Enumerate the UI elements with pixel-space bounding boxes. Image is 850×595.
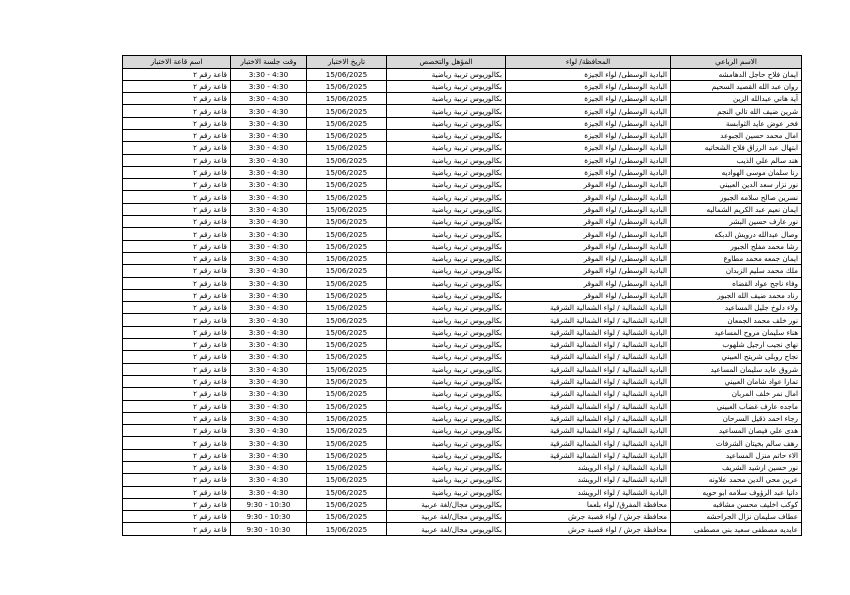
cell-exam-date: 15/06/2025	[307, 412, 387, 424]
cell-exam-date: 15/06/2025	[307, 216, 387, 228]
cell-qualification: بكالوريوس تربية رياضية	[387, 166, 506, 178]
cell-qualification: بكالوريوس تربية رياضية	[387, 425, 506, 437]
cell-hall: قاعة رقم ٢	[123, 462, 231, 474]
cell-exam-date: 15/06/2025	[307, 80, 387, 92]
cell-governorate: البادية الوسطى/ لواء الموقر	[506, 277, 671, 289]
table-row	[123, 105, 802, 117]
cell-exam-date: 15/06/2025	[307, 339, 387, 351]
cell-name: ابتهال عبد الرزاق فلاح الشحاتيه	[671, 142, 802, 154]
cell-hall: قاعة رقم ٢	[123, 339, 231, 351]
header-row	[123, 56, 802, 69]
cell-exam-date: 15/06/2025	[307, 437, 387, 449]
cell-governorate: البادية الشمالية / لواء الشمالية الشرقية	[506, 363, 671, 375]
cell-session-time: 3:30 - 4:30	[231, 277, 307, 289]
cell-hall: قاعة رقم ٢	[123, 474, 231, 486]
table-row	[123, 277, 802, 289]
cell-session-time: 9:30 - 10:30	[231, 523, 307, 535]
cell-governorate: البادية الوسطى/ لواء الموقر	[506, 203, 671, 215]
cell-governorate: البادية الوسطى/ لواء الجيزة	[506, 154, 671, 166]
table-row	[123, 375, 802, 387]
header-name: الاسم الرباعي	[671, 56, 802, 69]
cell-qualification: بكالوريوس تربية رياضية	[387, 252, 506, 264]
cell-name: روان عبد الله القصيد السحيم	[671, 80, 802, 92]
cell-session-time: 3:30 - 4:30	[231, 289, 307, 301]
header-hall: اسم قاعة الاختبار	[123, 56, 231, 69]
cell-name: رجاء احمد ذقيل السرحان	[671, 412, 802, 424]
cell-qualification: بكالوريوس تربية رياضية	[387, 203, 506, 215]
cell-exam-date: 15/06/2025	[307, 326, 387, 338]
cell-session-time: 3:30 - 4:30	[231, 474, 307, 486]
cell-hall: قاعة رقم ٢	[123, 363, 231, 375]
cell-session-time: 3:30 - 4:30	[231, 191, 307, 203]
cell-exam-date: 15/06/2025	[307, 228, 387, 240]
table-row	[123, 166, 802, 178]
table-row	[123, 437, 802, 449]
cell-qualification: بكالوريوس تربية رياضية	[387, 388, 506, 400]
cell-session-time: 3:30 - 4:30	[231, 80, 307, 92]
cell-governorate: البادية الشمالية / لواء الشمالية الشرقية	[506, 437, 671, 449]
cell-session-time: 3:30 - 4:30	[231, 203, 307, 215]
cell-exam-date: 15/06/2025	[307, 314, 387, 326]
cell-governorate: البادية الشمالية / لواء الشمالية الشرقية	[506, 326, 671, 338]
cell-session-time: 3:30 - 4:30	[231, 412, 307, 424]
cell-session-time: 3:30 - 4:30	[231, 179, 307, 191]
cell-name: الاء حاتم منزل المساعيد	[671, 449, 802, 461]
table-row	[123, 449, 802, 461]
cell-qualification: بكالوريوس تربية رياضية	[387, 68, 506, 80]
cell-hall: قاعة رقم ٢	[123, 240, 231, 252]
table-row	[123, 191, 802, 203]
cell-hall: قاعة رقم ٢	[123, 289, 231, 301]
table-row	[123, 363, 802, 375]
cell-governorate: البادية الشمالية / لواء الشمالية الشرقية	[506, 314, 671, 326]
cell-exam-date: 15/06/2025	[307, 191, 387, 203]
cell-hall: قاعة رقم ٢	[123, 68, 231, 80]
cell-name: كوكب اخليف محسن مشاقبه	[671, 498, 802, 510]
table-row	[123, 93, 802, 105]
cell-name: ولاء دلوخ جليل المساعيد	[671, 302, 802, 314]
cell-hall: قاعة رقم ٢	[123, 425, 231, 437]
table-row	[123, 179, 802, 191]
cell-qualification: بكالوريوس تربية رياضية	[387, 191, 506, 203]
cell-name: شروق عايد سليمان المساعيد	[671, 363, 802, 375]
cell-name: نجاح روبلى شريتح العبيني	[671, 351, 802, 363]
cell-name: رشا محمد مفلح الجبور	[671, 240, 802, 252]
cell-governorate: البادية الوسطى/ لواء الجيزة	[506, 80, 671, 92]
cell-governorate: محافظة المفرق/ لواء بلعما	[506, 498, 671, 510]
cell-hall: قاعة رقم ٢	[123, 375, 231, 387]
cell-governorate: البادية الوسطى/ لواء الجيزة	[506, 93, 671, 105]
cell-session-time: 3:30 - 4:30	[231, 228, 307, 240]
cell-qualification: بكالوريوس تربية رياضية	[387, 400, 506, 412]
cell-hall: قاعة رقم ٢	[123, 449, 231, 461]
table-row	[123, 314, 802, 326]
cell-qualification: بكالوريوس تربية رياضية	[387, 339, 506, 351]
table-row	[123, 474, 802, 486]
cell-governorate: البادية الوسطى/ لواء الجيزة	[506, 142, 671, 154]
table-row	[123, 252, 802, 264]
cell-name: نور عارف حسين البشر	[671, 216, 802, 228]
cell-governorate: البادية الوسطى/ لواء الموقر	[506, 179, 671, 191]
cell-qualification: بكالوريوس تربية رياضية	[387, 289, 506, 301]
cell-session-time: 3:30 - 4:30	[231, 400, 307, 412]
cell-name: رناد محمد ضيف الله الجبور	[671, 289, 802, 301]
cell-name: نور نزار سعد الدين العبيني	[671, 179, 802, 191]
cell-hall: قاعة رقم ٢	[123, 302, 231, 314]
cell-name: رنا سلمان موسى الهواديه	[671, 166, 802, 178]
cell-session-time: 3:30 - 4:30	[231, 129, 307, 141]
cell-exam-date: 15/06/2025	[307, 351, 387, 363]
cell-session-time: 3:30 - 4:30	[231, 486, 307, 498]
cell-exam-date: 15/06/2025	[307, 203, 387, 215]
header-qualification: المؤهل والتخصص	[387, 56, 506, 69]
cell-governorate: البادية الوسطى/ لواء الموقر	[506, 289, 671, 301]
cell-governorate: البادية الشمالية / لواء الشمالية الشرقية	[506, 302, 671, 314]
table-row	[123, 129, 802, 141]
cell-qualification: بكالوريوس تربية رياضية	[387, 240, 506, 252]
cell-hall: قاعة رقم ٢	[123, 154, 231, 166]
cell-hall: قاعة رقم ٢	[123, 216, 231, 228]
cell-hall: قاعة رقم ٢	[123, 142, 231, 154]
cell-session-time: 3:30 - 4:30	[231, 326, 307, 338]
table-row	[123, 228, 802, 240]
cell-name: تمارا عواد شامان العبيني	[671, 375, 802, 387]
cell-name: رهف سالم بخيتان الشرفات	[671, 437, 802, 449]
cell-governorate: البادية الشمالية / لواء الشمالية الشرقية	[506, 339, 671, 351]
cell-hall: قاعة رقم ٢	[123, 117, 231, 129]
cell-qualification: بكالوريوس تربية رياضية	[387, 412, 506, 424]
cell-qualification: بكالوريوس تربية رياضية	[387, 302, 506, 314]
cell-exam-date: 15/06/2025	[307, 388, 387, 400]
cell-hall: قاعة رقم ٢	[123, 400, 231, 412]
cell-hall: قاعة رقم ٢	[123, 93, 231, 105]
table-row	[123, 339, 802, 351]
cell-name: ايمان فلاح حاجل الدهامشه	[671, 68, 802, 80]
cell-session-time: 3:30 - 4:30	[231, 117, 307, 129]
cell-qualification: بكالوريوس تربية رياضية	[387, 154, 506, 166]
cell-qualification: بكالوريوس مجال/لغة عربية	[387, 498, 506, 510]
cell-session-time: 3:30 - 4:30	[231, 216, 307, 228]
exam-schedule-table	[122, 55, 802, 536]
cell-exam-date: 15/06/2025	[307, 277, 387, 289]
cell-session-time: 3:30 - 4:30	[231, 68, 307, 80]
cell-session-time: 3:30 - 4:30	[231, 437, 307, 449]
cell-governorate: البادية الوسطى/ لواء الموقر	[506, 252, 671, 264]
cell-hall: قاعة رقم ٢	[123, 388, 231, 400]
cell-hall: قاعة رقم ٢	[123, 191, 231, 203]
cell-name: ماجده عارف غضاب العبيني	[671, 400, 802, 412]
cell-session-time: 3:30 - 4:30	[231, 265, 307, 277]
cell-governorate: البادية الشمالية / لواء الشمالية الشرقية	[506, 400, 671, 412]
cell-qualification: بكالوريوس تربية رياضية	[387, 265, 506, 277]
cell-exam-date: 15/06/2025	[307, 363, 387, 375]
cell-exam-date: 15/06/2025	[307, 289, 387, 301]
table-row	[123, 400, 802, 412]
cell-qualification: بكالوريوس تربية رياضية	[387, 216, 506, 228]
cell-exam-date: 15/06/2025	[307, 252, 387, 264]
cell-governorate: البادية الوسطى/ لواء الجيزة	[506, 166, 671, 178]
cell-hall: قاعة رقم ٢	[123, 412, 231, 424]
cell-governorate: البادية الشمالية / لواء الشمالية الشرقية	[506, 375, 671, 387]
table-row	[123, 326, 802, 338]
cell-session-time: 3:30 - 4:30	[231, 449, 307, 461]
cell-name: امال محمد حسين الجبوعد	[671, 129, 802, 141]
cell-name: وصال عبدالله درويش الدبكه	[671, 228, 802, 240]
cell-hall: قاعة رقم ٢	[123, 437, 231, 449]
cell-exam-date: 15/06/2025	[307, 523, 387, 535]
table-row	[123, 412, 802, 424]
cell-session-time: 3:30 - 4:30	[231, 142, 307, 154]
cell-name: آية هاني عبدالله الزين	[671, 93, 802, 105]
cell-qualification: بكالوريوس تربية رياضية	[387, 363, 506, 375]
table-row	[123, 351, 802, 363]
cell-session-time: 9:30 - 10:30	[231, 511, 307, 523]
cell-exam-date: 15/06/2025	[307, 154, 387, 166]
cell-governorate: محافظة جرش / لواء قصبة جرش	[506, 523, 671, 535]
cell-exam-date: 15/06/2025	[307, 425, 387, 437]
cell-exam-date: 15/06/2025	[307, 498, 387, 510]
cell-qualification: بكالوريوس مجال/لغة عربية	[387, 511, 506, 523]
cell-qualification: بكالوريوس تربية رياضية	[387, 80, 506, 92]
cell-hall: قاعة رقم ٢	[123, 486, 231, 498]
cell-qualification: بكالوريوس تربية رياضية	[387, 474, 506, 486]
table-body	[123, 68, 802, 535]
cell-session-time: 3:30 - 4:30	[231, 154, 307, 166]
cell-name: نهاي نجيب ارجيل شلهوب	[671, 339, 802, 351]
table-row	[123, 498, 802, 510]
cell-qualification: بكالوريوس تربية رياضية	[387, 326, 506, 338]
cell-hall: قاعة رقم ٢	[123, 265, 231, 277]
cell-name: عطاف سليمان نزال الجراحشه	[671, 511, 802, 523]
cell-exam-date: 15/06/2025	[307, 400, 387, 412]
cell-name: شرين ضيف الله تالي النجم	[671, 105, 802, 117]
table-row	[123, 425, 802, 437]
cell-exam-date: 15/06/2025	[307, 486, 387, 498]
table-row	[123, 265, 802, 277]
cell-name: ملك محمد سليم الزبدان	[671, 265, 802, 277]
cell-hall: قاعة رقم ٢	[123, 523, 231, 535]
cell-exam-date: 15/06/2025	[307, 166, 387, 178]
header-governorate: المحافظة/ لواء	[506, 56, 671, 69]
cell-exam-date: 15/06/2025	[307, 302, 387, 314]
cell-name: عرين محي الدين محمد علاونه	[671, 474, 802, 486]
table-row	[123, 216, 802, 228]
cell-name: نسرين صالح سلامه الجبور	[671, 191, 802, 203]
cell-exam-date: 15/06/2025	[307, 142, 387, 154]
cell-qualification: بكالوريوس تربية رياضية	[387, 179, 506, 191]
cell-governorate: البادية الشمالية / لواء الشمالية الشرقية	[506, 388, 671, 400]
table-row	[123, 80, 802, 92]
cell-governorate: محافظة جرش / لواء قصبة جرش	[506, 511, 671, 523]
cell-name: فخر عوض عايد الثوابسة	[671, 117, 802, 129]
cell-session-time: 3:30 - 4:30	[231, 375, 307, 387]
table-row	[123, 486, 802, 498]
cell-qualification: بكالوريوس تربية رياضية	[387, 486, 506, 498]
table-row	[123, 142, 802, 154]
cell-qualification: بكالوريوس تربية رياضية	[387, 462, 506, 474]
cell-qualification: بكالوريوس تربية رياضية	[387, 449, 506, 461]
cell-hall: قاعة رقم ٢	[123, 129, 231, 141]
cell-governorate: البادية الوسطى/ لواء الموقر	[506, 228, 671, 240]
cell-qualification: بكالوريوس تربية رياضية	[387, 314, 506, 326]
cell-qualification: بكالوريوس تربية رياضية	[387, 142, 506, 154]
cell-session-time: 3:30 - 4:30	[231, 363, 307, 375]
cell-exam-date: 15/06/2025	[307, 179, 387, 191]
cell-qualification: بكالوريوس تربية رياضية	[387, 117, 506, 129]
cell-name: هدى علي فيصان المساعيد	[671, 425, 802, 437]
cell-governorate: البادية الوسطى/ لواء الموقر	[506, 191, 671, 203]
cell-qualification: بكالوريوس تربية رياضية	[387, 375, 506, 387]
cell-governorate: البادية الوسطى/ لواء الموقر	[506, 240, 671, 252]
cell-governorate: البادية الشمالية / لواء الشمالية الشرقية	[506, 351, 671, 363]
cell-name: عايديه مصطفى سعيد بني مصطفى	[671, 523, 802, 535]
cell-session-time: 3:30 - 4:30	[231, 462, 307, 474]
table-row	[123, 523, 802, 535]
cell-name: هند سالم علي الذيب	[671, 154, 802, 166]
cell-session-time: 3:30 - 4:30	[231, 105, 307, 117]
table-row	[123, 117, 802, 129]
cell-hall: قاعة رقم ٢	[123, 228, 231, 240]
cell-exam-date: 15/06/2025	[307, 511, 387, 523]
cell-exam-date: 15/06/2025	[307, 129, 387, 141]
cell-governorate: البادية الشمالية / لواء الرويشد	[506, 486, 671, 498]
cell-session-time: 3:30 - 4:30	[231, 351, 307, 363]
cell-qualification: بكالوريوس تربية رياضية	[387, 437, 506, 449]
cell-exam-date: 15/06/2025	[307, 117, 387, 129]
cell-exam-date: 15/06/2025	[307, 265, 387, 277]
cell-qualification: بكالوريوس مجال/لغة عربية	[387, 523, 506, 535]
cell-name: دانيا عبد الرؤوف سلامه ابو حويه	[671, 486, 802, 498]
cell-name: وفاء ناجح عواد القضاه	[671, 277, 802, 289]
cell-session-time: 9:30 - 10:30	[231, 498, 307, 510]
cell-governorate: البادية الشمالية / لواء الشمالية الشرقية	[506, 449, 671, 461]
cell-hall: قاعة رقم ٢	[123, 80, 231, 92]
cell-session-time: 3:30 - 4:30	[231, 166, 307, 178]
cell-exam-date: 15/06/2025	[307, 449, 387, 461]
cell-hall: قاعة رقم ٢	[123, 105, 231, 117]
table-row	[123, 511, 802, 523]
cell-exam-date: 15/06/2025	[307, 240, 387, 252]
cell-governorate: البادية الشمالية / لواء الرويشد	[506, 474, 671, 486]
cell-hall: قاعة رقم ٢	[123, 252, 231, 264]
table-row	[123, 302, 802, 314]
cell-governorate: البادية الوسطى/ لواء الجيزة	[506, 129, 671, 141]
table-row	[123, 68, 802, 80]
cell-hall: قاعة رقم ٢	[123, 498, 231, 510]
cell-name: امال نمر خلف المربان	[671, 388, 802, 400]
cell-session-time: 3:30 - 4:30	[231, 252, 307, 264]
cell-qualification: بكالوريوس تربية رياضية	[387, 129, 506, 141]
cell-qualification: بكالوريوس تربية رياضية	[387, 105, 506, 117]
cell-exam-date: 15/06/2025	[307, 105, 387, 117]
cell-name: ايمان نعيم عبد الكريم الشماليه	[671, 203, 802, 215]
table-row	[123, 289, 802, 301]
table-row	[123, 203, 802, 215]
cell-governorate: البادية الوسطى/ لواء الموقر	[506, 265, 671, 277]
cell-qualification: بكالوريوس تربية رياضية	[387, 351, 506, 363]
table-row	[123, 154, 802, 166]
cell-hall: قاعة رقم ٢	[123, 314, 231, 326]
cell-session-time: 3:30 - 4:30	[231, 93, 307, 105]
cell-qualification: بكالوريوس تربية رياضية	[387, 277, 506, 289]
cell-governorate: البادية الشمالية / لواء الشمالية الشرقية	[506, 412, 671, 424]
cell-session-time: 3:30 - 4:30	[231, 388, 307, 400]
table-row	[123, 240, 802, 252]
cell-exam-date: 15/06/2025	[307, 462, 387, 474]
cell-session-time: 3:30 - 4:30	[231, 425, 307, 437]
table-row	[123, 462, 802, 474]
cell-hall: قاعة رقم ٢	[123, 203, 231, 215]
cell-exam-date: 15/06/2025	[307, 474, 387, 486]
cell-hall: قاعة رقم ٢	[123, 179, 231, 191]
cell-hall: قاعة رقم ٢	[123, 277, 231, 289]
cell-session-time: 3:30 - 4:30	[231, 339, 307, 351]
cell-governorate: البادية الشمالية / لواء الرويشد	[506, 462, 671, 474]
cell-hall: قاعة رقم ٢	[123, 166, 231, 178]
cell-session-time: 3:30 - 4:30	[231, 314, 307, 326]
cell-governorate: البادية الشمالية / لواء الشمالية الشرقية	[506, 425, 671, 437]
cell-name: نور حسين ارشيد الشريف	[671, 462, 802, 474]
cell-name: هناء سليمان مروح المساعيد	[671, 326, 802, 338]
cell-name: نور خلف محمد الجمعان	[671, 314, 802, 326]
cell-governorate: البادية الوسطى/ لواء الموقر	[506, 216, 671, 228]
header-exam-date: تاريخ الاختبار	[307, 56, 387, 69]
cell-session-time: 3:30 - 4:30	[231, 302, 307, 314]
cell-exam-date: 15/06/2025	[307, 68, 387, 80]
cell-hall: قاعة رقم ٢	[123, 351, 231, 363]
table-row	[123, 388, 802, 400]
cell-exam-date: 15/06/2025	[307, 93, 387, 105]
cell-hall: قاعة رقم ٢	[123, 326, 231, 338]
header-session-time: وقت جلسة الاختبار	[231, 56, 307, 69]
cell-qualification: بكالوريوس تربية رياضية	[387, 228, 506, 240]
cell-qualification: بكالوريوس تربية رياضية	[387, 93, 506, 105]
cell-governorate: البادية الوسطى/ لواء الجيزة	[506, 105, 671, 117]
cell-exam-date: 15/06/2025	[307, 375, 387, 387]
cell-governorate: البادية الوسطى/ لواء الجيزة	[506, 117, 671, 129]
cell-hall: قاعة رقم ٢	[123, 511, 231, 523]
cell-governorate: البادية الوسطى/ لواء الجيزة	[506, 68, 671, 80]
cell-session-time: 3:30 - 4:30	[231, 240, 307, 252]
cell-name: ايمان جمعه محمد مطاوع	[671, 252, 802, 264]
